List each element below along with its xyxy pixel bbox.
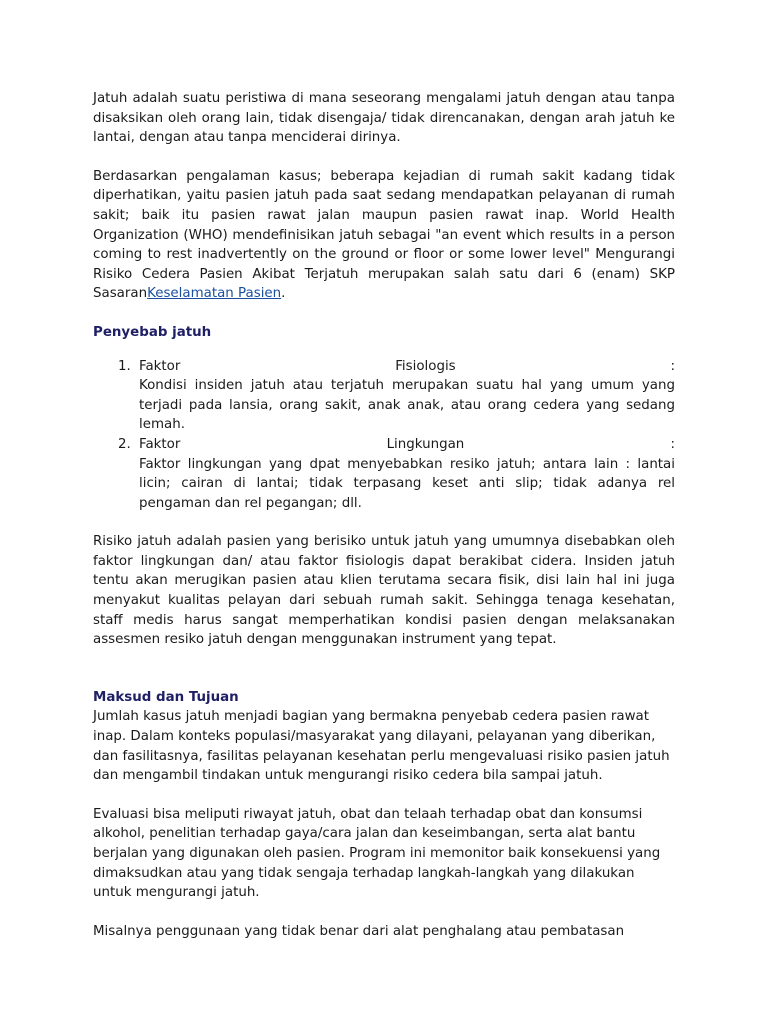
- experience-text: Berdasarkan pengalaman kasus; beberapa kejadian di rumah sakit kadang tidak diperhatikan, yaitu pasien jatuh pada saat sedang mendapatkan pelayanan di rumah sakit; baik itu pasien rawat jalan maupun pasien rawat inap. World Health Organization (WHO) mendefinisikan jatuh sebagai "an event which results in a person coming to rest inadvertently on the ground or floor or some lower level" Mengurangi Risiko Cedera Pasien Akibat Terjatuh merupakan salah satu dari 6 (enam) SKP Sasaran: [93, 168, 675, 302]
- intro-paragraph: Jatuh adalah suatu peristiwa di mana seseorang mengalami jatuh dengan atau tanpa disaksikan oleh orang lain, tidak disengaja/ tidak direncanakan, dengan arah jatuh ke lantai, dengan atau tanpa menciderai dirinya.: [93, 91, 675, 146]
- list-item-label-b: Fisiologis: [395, 358, 456, 374]
- list-item: [93, 435, 675, 513]
- list-item-title: [139, 435, 675, 455]
- keselamatan-pasien-link[interactable]: Keselamatan Pasien: [147, 286, 282, 302]
- list-item-label-a: Faktor: [139, 358, 181, 374]
- causes-list: [93, 357, 675, 514]
- list-item-description: Kondisi insiden jatuh atau terjatuh merupakan suatu hal yang umum yang terjadi pada lansia, orang sakit, anak anak, atau orang cedera yang sedang lemah.: [139, 378, 675, 433]
- list-number: 2.: [118, 436, 131, 452]
- list-item: [93, 357, 675, 435]
- list-item-title: [139, 357, 675, 377]
- list-item-label-c: :: [670, 358, 675, 374]
- risk-paragraph: Risiko jatuh adalah pasien yang berisiko untuk jatuh yang umumnya disebabkan oleh faktor lingkungan dan/ atau faktor fisiologis dapat berakibat cidera. Insiden jatuh tentu akan merugikan pasien atau klien terutama secara fisik, disi lain hal ini juga menyakut kualitas pelayan dari sebuah rumah sakit. Sehingga tenaga kesehatan, staff medis harus sangat memperhatikan kondisi pasien dengan melaksanakan assesmen resiko jatuh dengan menggunakan instrument yang tepat.: [93, 534, 675, 648]
- list-item-label-c: :: [670, 436, 675, 452]
- list-number: 1.: [118, 358, 131, 374]
- experience-paragraph: [93, 167, 675, 304]
- purpose-paragraph: Jumlah kasus jatuh menjadi bagian yang bermakna penyebab cedera pasien rawat inap. Dalam konteks populasi/masyarakat yang dilayani, pelayanan yang diberikan, dan fasilitasnya, fasilitas pelayanan kesehatan perlu mengevaluasi risiko pasien jatuh dan mengambil tindakan untuk mengurangi risiko cedera bila sampai jatuh.: [93, 709, 670, 784]
- list-item-label-a: Faktor: [139, 436, 181, 452]
- experience-end: .: [281, 286, 286, 302]
- evaluation-paragraph: Evaluasi bisa meliputi riwayat jatuh, obat dan telaah terhadap obat dan konsumsi alkohol, penelitian terhadap gaya/cara jalan dan keseimbangan, serta alat bantu berjalan yang digunakan oleh pasien. Program ini memonitor baik konsekuensi yang dimaksudkan atau yang tidak sengaja terhadap langkah-langkah yang dilakukan untuk mengurangi jatuh.: [93, 806, 661, 901]
- list-item-label-b: Lingkungan: [386, 436, 465, 452]
- example-paragraph: Misalnya penggunaan yang tidak benar dari alat penghalang atau pembatasan: [93, 923, 625, 939]
- purpose-heading: Maksud dan Tujuan: [93, 689, 239, 705]
- document-page: [93, 89, 675, 941]
- list-item-description: Faktor lingkungan yang dpat menyebabkan resiko jatuh; antara lain : lantai licin; cairan di lantai; tidak terpasang keset anti slip; tidak adanya rel pengaman dan rel pegangan; dll.: [139, 456, 675, 511]
- causes-heading: Penyebab jatuh: [93, 324, 212, 340]
